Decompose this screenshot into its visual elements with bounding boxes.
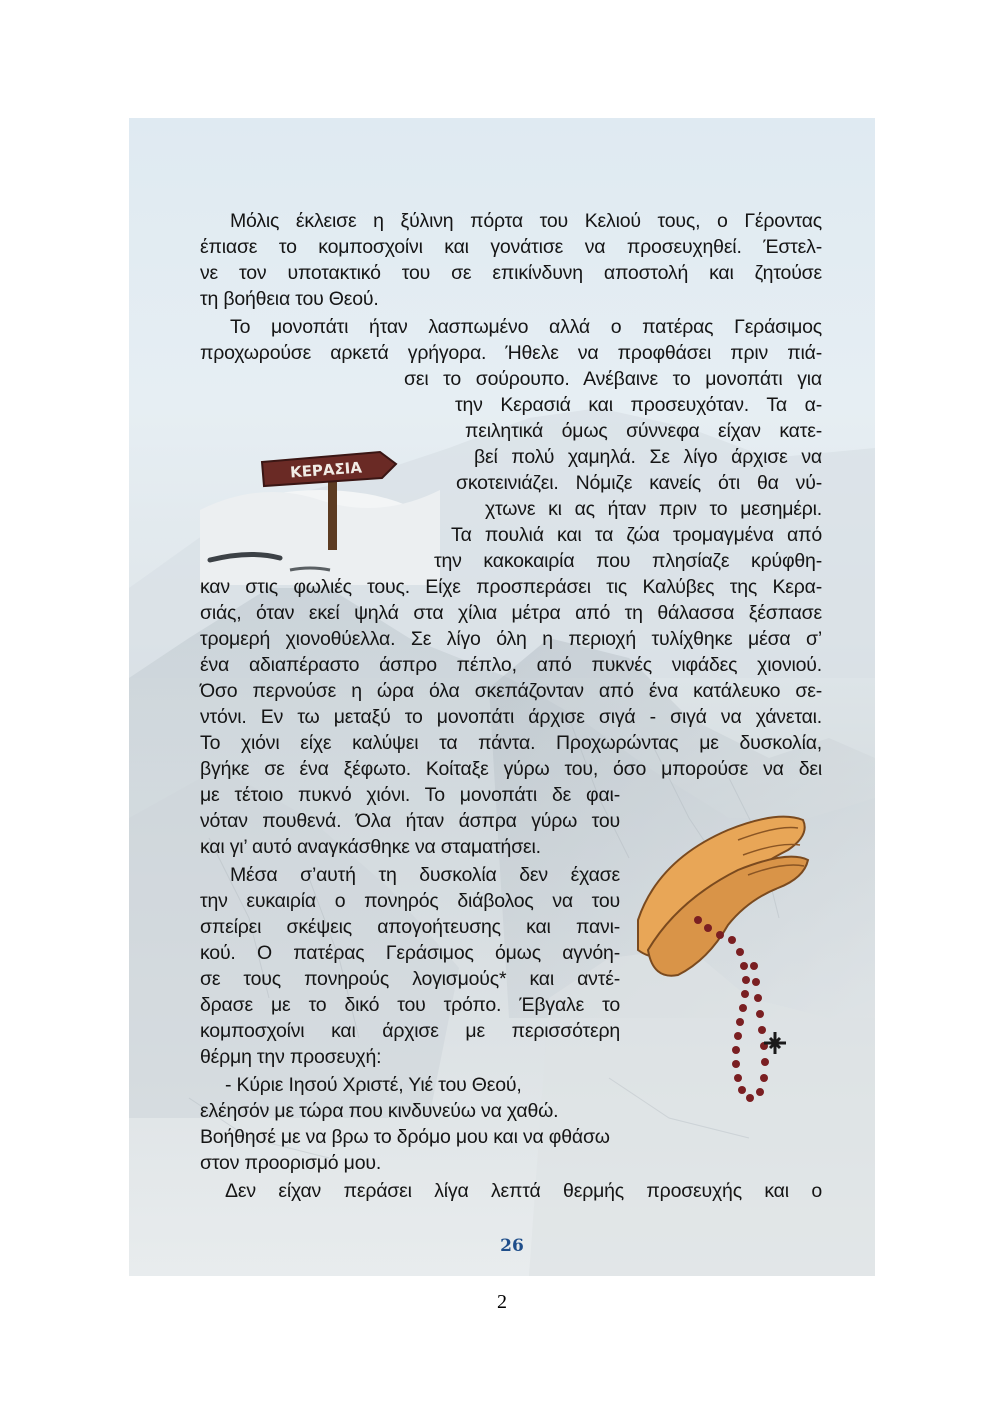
text-line: ένα αδιαπέραστο άσπρο πέπλο, από πυκνές νιφάδες χιονιού.	[200, 654, 822, 676]
text-line: προχωρούσε αρκετά γρήγορα. Ήθελε να προφθάσει πριν πιά-	[200, 342, 822, 364]
book-page-number: 26	[500, 1236, 524, 1256]
text-line: πειλητικά όμως σύννεφα είχαν κατε-	[465, 420, 822, 442]
text-line: την κακοκαιρία που πλησίαζε κρύφθη-	[434, 550, 822, 572]
text-line: ντόνι. Εν τω μεταξύ το μονοπάτι άρχισε σιγά - σιγά να χάνεται.	[200, 706, 822, 728]
text-line: σκοτεινιάζει. Νόμιζε κανείς ότι θα νύ-	[456, 472, 822, 494]
text-line: έπιασε το κομποσχοίνι και γονάτισε να προσευχηθεί. Έστελ-	[200, 236, 822, 258]
text-line: νόταν πουθενά. Όλα ήταν άσπρα γύρω του	[200, 810, 620, 832]
text-line: σπείρει σκέψεις απογοήτευσης και πανι-	[200, 916, 620, 938]
book-page-scan	[129, 118, 875, 1276]
text-line: - Κύριε Ιησού Χριστέ, Υιέ του Θεού,	[225, 1074, 522, 1096]
text-line: Το χιόνι είχε καλύψει τα πάντα. Προχωρώντας με δυσκολία,	[200, 732, 822, 754]
text-line: κομποσχοίνι και άρχισε με περισσότερη	[200, 1020, 620, 1042]
text-line: Δεν είχαν περάσει λίγα λεπτά θερμής προσευχής και ο	[225, 1180, 822, 1202]
text-line: βγήκε σε ένα ξέφωτο. Κοίταξε γύρω του, όσο μπορούσε να δει	[200, 758, 822, 780]
page-number: 2	[497, 1291, 507, 1313]
text-line: δρασε με το δικό του τρόπο. Έβγαλε το	[200, 994, 620, 1016]
text-line: τρομερή χιονοθύελλα. Σε λίγο όλη η περιοχή τυλίχθηκε μέσα σ’	[200, 628, 822, 650]
text-line: ελέησόν με τώρα που κινδυνεύω να χαθώ.	[200, 1100, 559, 1122]
text-line: στον προορισμό μου.	[200, 1152, 382, 1174]
text-line: Το μονοπάτι ήταν λασπωμένο αλλά ο πατέρας Γεράσιμος	[230, 316, 822, 338]
text-line: σει το σούρουπο. Ανέβαινε το μονοπάτι για	[404, 368, 822, 390]
text-line: με τέτοιο πυκνό χιόνι. Το μονοπάτι δε φαι-	[200, 784, 620, 806]
text-line: Τα πουλιά και τα ζώα τρομαγμένα από	[451, 524, 822, 546]
text-line: κού. Ο πατέρας Γεράσιμος όμως αγνόη-	[200, 942, 620, 964]
text-line: την ευκαιρία ο πονηρός διάβολος να του	[200, 890, 620, 912]
text-line: την Κερασιά και προσευχόταν. Τα α-	[455, 394, 822, 416]
text-line: Βοήθησέ με να βρω το δρόμο μου και να φθάσω	[200, 1126, 610, 1148]
text-line: Μέσα σ’αυτή τη δυσκολία δεν έχασε	[230, 864, 620, 886]
text-line: και γι’ αυτό αναγκάσθηκε να σταματήσει.	[200, 836, 541, 858]
signpost-in-snow-icon	[200, 420, 440, 585]
text-line: Μόλις έκλεισε η ξύλινη πόρτα του Κελιού τους, ο Γέροντας	[230, 210, 822, 232]
text-line: νε τον υποτακτικό του σε επικίνδυνη αποστολή και ζητούσε	[200, 262, 822, 284]
text-line: θέρμη την προσευχή:	[200, 1046, 382, 1068]
text-line: καν στις φωλιές τους. Είχε προσπεράσει τις Καλύβες της Κερα-	[200, 576, 822, 598]
praying-hands-with-prayer-rope-icon	[628, 800, 813, 1120]
sign-text: ΚΕΡΑΣΙΑ	[289, 458, 363, 482]
text-line: τη βοήθεια του Θεού.	[200, 288, 379, 310]
text-line: χτωνε κι ας ήταν πριν το μεσημέρι.	[485, 498, 822, 520]
text-line: σιάς, όταν εκεί ψηλά στα χίλια μέτρα από τη θάλασσα ξέσπασε	[200, 602, 822, 624]
text-line: βεί πολύ χαμηλά. Σε λίγο άρχισε να	[474, 446, 822, 468]
text-line: σε τους πονηρούς λογισμούς* και αντέ-	[200, 968, 620, 990]
text-line: Όσο περνούσε η ώρα όλα σκεπάζονταν από ένα κατάλευκο σε-	[200, 680, 822, 702]
